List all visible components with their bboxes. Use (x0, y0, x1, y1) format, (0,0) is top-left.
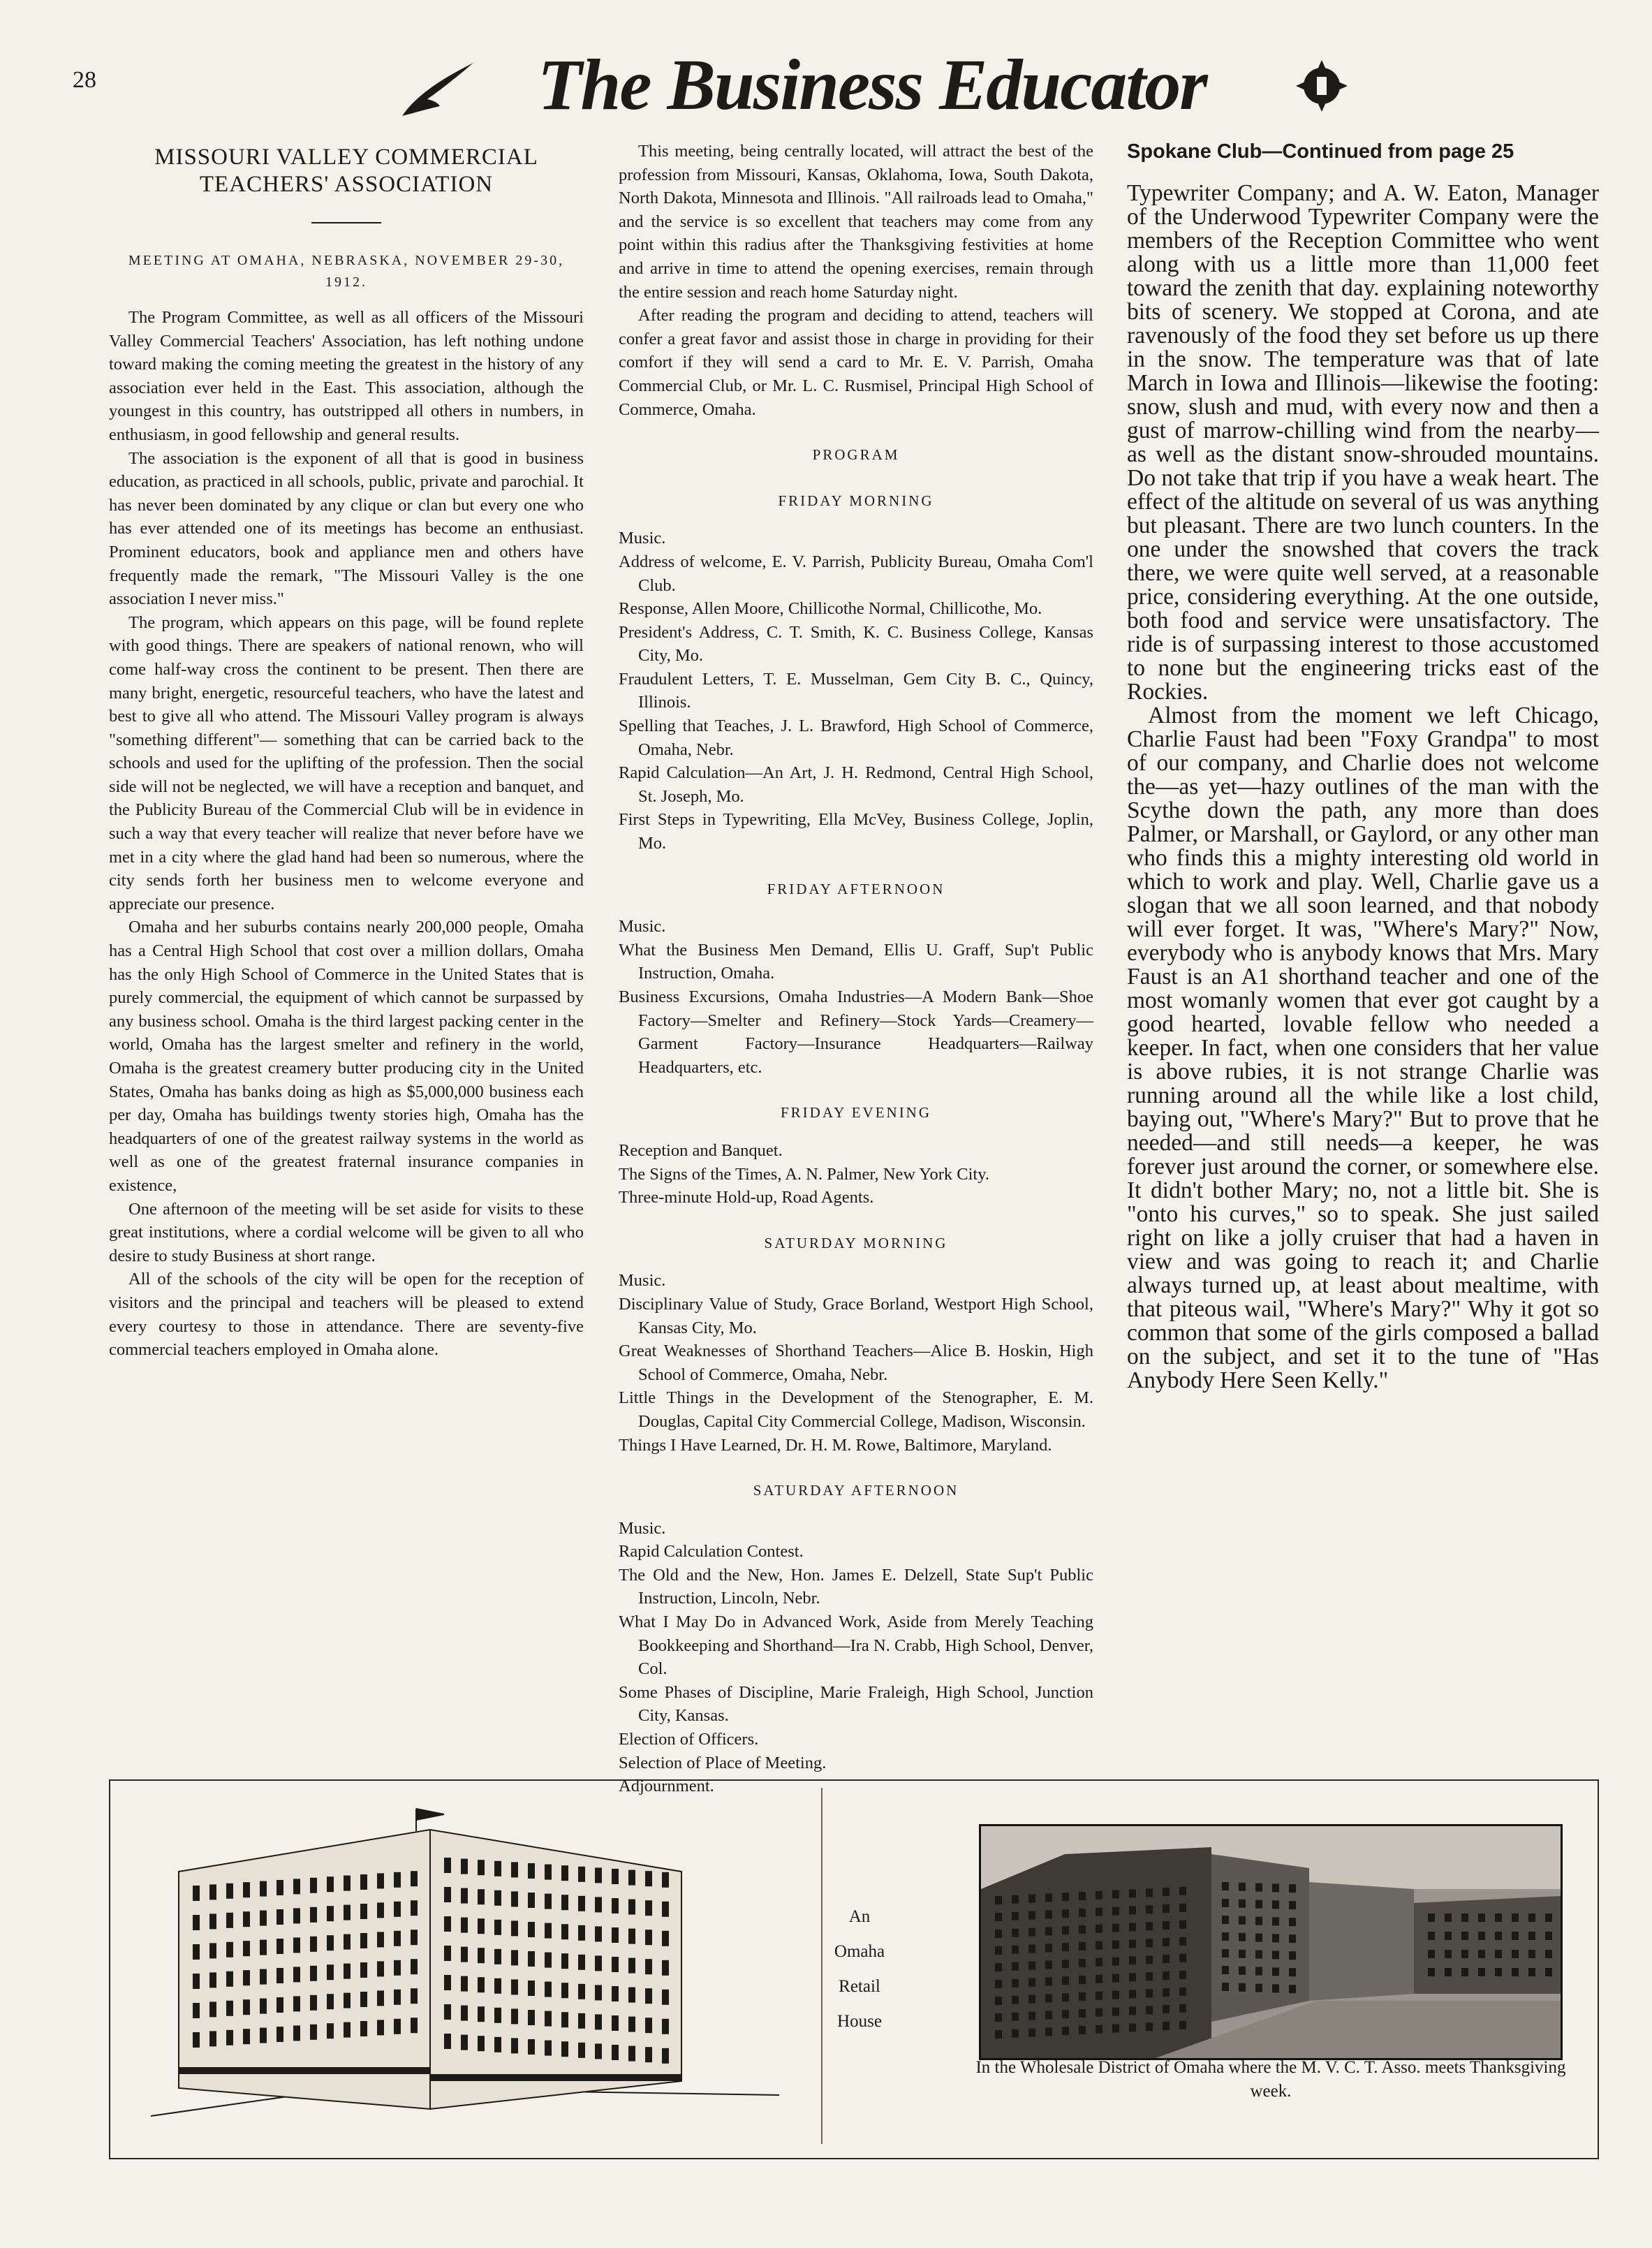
program-item: The Old and the New, Hon. James E. Delzell, State Sup't Public Instruction, Lincoln, Nebr. (619, 1565, 1093, 1608)
emblem-icon (1292, 56, 1352, 116)
program-item: Music. (619, 529, 666, 548)
session-title: SATURDAY MORNING (764, 1234, 948, 1251)
spokane-heading: Spokane Club—Continued from page 25 (1127, 140, 1514, 163)
masthead (391, 43, 1369, 127)
session-title: FRIDAY AFTERNOON (767, 880, 945, 897)
spokane-paragraph: Almost from the moment we left Chicago, Charlie Faust had been "Foxy Grandpa" to most of our company, and Charlie does not welcome the—as yet—hazy outlines of the man with the Scythe down the path, any more than does Palmer, or Marshall, or Gaylord, or any other man who finds this a mighty interesting old world in which to work and play. Well, Charlie gave us a slogan that we all soon learned, and that nobody will ever forget. It was, "Where's Mary?" Now, everybody who is anybody knows that Mrs. Mary Faust is an A1 shorthand teacher and one of the most womanly women that ever got caught by a good hearted, lovable fellow who needed a keeper. In fact, when one considers that her value is above rubies, it is not strange Charlie was running around all the while like a lost child, baying out, "Where's Mary?" But to prove that he needed—and still needs—a keeper, he was forever just around the corner, or somewhere else. It didn't bother Mary; no, not a little bit. She is "onto his curves," so to speak. She just sailed right on like a jolly cruiser that had a haven in view and was going to reach it; and Charlie always turned up, at least about mealtime, with that piteous wail, "Where's Mary?" Why it got so common that some of the girls composed a ballad on the subject, and set it to the tune of "Has Anybody Here Seen Kelly." (1127, 703, 1599, 1393)
article-paragraph: This meeting, being centrally located, will attract the best of the profession from Missouri, Kansas, Oklahoma, Iowa, South Dakota, North Dakota, Minnesota and Illinois. "All railroads lead to Omaha," and the service is so excellent that teachers may come from any point within this radius after the Thanksgiving festivities at home and arrive in time to attend the opening exercises, remain through the entire session and reach home Saturday night. (619, 142, 1093, 302)
program-item: Three-minute Hold-up, Road Agents. (619, 1188, 874, 1207)
program-item: Adjournment. (619, 1777, 714, 1796)
column-1 (109, 140, 584, 1362)
article-paragraph: Omaha and her suburbs contains nearly 200,000 people, Omaha has a Central High School that cost over a million dollars, Omaha has the only High School of Commerce in the United States that is purely commercial, the equipment of which cannot be surpassed by any business school. Omaha is the third largest packing center in the world, Omaha has the largest smelter and refinery in the world, Omaha is the greatest creamery butter producing city in the United States, Omaha has banks doing as high as $5,000,000 business each per day, Omaha has buildings twenty stories high, Omaha has the headquarters of one of the greatest railway systems in the world as well as one of the greatest fraternal insurance companies in existence, (109, 918, 584, 1195)
article-dateline: MEETING AT OMAHA, NEBRASKA, NOVEMBER 29-30, 1912. (128, 253, 565, 290)
program-item: Music. (619, 1518, 666, 1538)
program-item: Some Phases of Discipline, Marie Fraleigh, High School, Junction City, Kansas. (619, 1682, 1093, 1726)
session-title: FRIDAY MORNING (778, 492, 934, 509)
program-item: Spelling that Teaches, J. L. Brawford, High School of Commerce, Omaha, Nebr. (619, 717, 1093, 759)
wholesale-district-photo (979, 1824, 1563, 2060)
program-item: Great Weaknesses of Shorthand Teachers—Alice B. Hoskin, High School of Commerce, Omaha, Nebr. (619, 1342, 1093, 1384)
program-item: Music. (619, 917, 666, 936)
program-item: Selection of Place of Meeting. (619, 1753, 827, 1772)
session-title: FRIDAY EVENING (780, 1104, 932, 1122)
program-item: Things I Have Learned, Dr. H. M. Rowe, Baltimore, Maryland. (619, 1435, 1052, 1455)
article-paragraph: The program, which appears on this page, will be found replete with good things. There are speakers of national renown, who will come half-way cross the continent to be present. Then there are many bright, energetic, resourceful teachers, who have the latest and best to give all who attend. The Missouri Valley program is always "something different"— something that can be carried back to the schools and used for the uplifting of the profession. Then the social side will not be neglected, we will have a reception and banquet, and the Publicity Bureau of the Commercial Club will be in evidence in such a way that every teacher will realize that never before have we met in a city where the glad hand had been so numerous, where the city sends forth her business men to welcome everyone and appreciate our presence. (109, 612, 584, 913)
program-item: Rapid Calculation—An Art, J. H. Redmond, Central High School, St. Joseph, Mo. (619, 763, 1093, 806)
article-paragraph: The Program Committee, as well as all officers of the Missouri Valley Commercial Teachers' Association, has left nothing undone toward making the coming meeting the greatest in the history of any association ever held in the East. This association, although the youngest in this country, has outstripped all others in numbers, in enthusiasm, in good fellowship and general results. (109, 308, 584, 444)
program-item: President's Address, C. T. Smith, K. C. Business College, Kansas City, Mo. (619, 622, 1093, 666)
caption-line: Retail (839, 1977, 880, 1996)
quill-icon (399, 57, 476, 120)
program-item: First Steps in Typewriting, Ella McVey, Business College, Joplin, Mo. (619, 810, 1093, 853)
column-3 (1127, 140, 1599, 1393)
article-paragraph: One afternoon of the meeting will be set aside for visits to these great institutions, where a cordial welcome will be given to all who desire to study Business at short range. (109, 1199, 584, 1265)
article-paragraph: After reading the program and deciding to attend, teachers will confer a great favor and assist those in charge in providing for their comfort if they will send a card to Mr. E. V. Parrish, Omaha Commercial Club, or Mr. L. C. Rusmisel, Principal High School of Commerce, Omaha. (619, 306, 1093, 419)
program-item: What the Business Men Demand, Ellis U. Graff, Sup't Public Instruction, Omaha. (619, 940, 1093, 983)
program-item: Business Excursions, Omaha Industries—A Modern Bank—Shoe Factory—Smelter and Refinery—Stock Yards—Creamery—Garment Factory—Insurance Headquarters—Railway Headquarters, etc. (619, 987, 1093, 1077)
caption-line: House (837, 2012, 882, 2031)
left-figure-caption (821, 1900, 898, 2039)
program-item: Response, Allen Moore, Chillicothe Normal, Chillicothe, Mo. (619, 599, 1042, 619)
page-number: 28 (73, 67, 96, 93)
right-figure-caption: In the Wholesale District of Omaha where the M. V. C. T. Asso. meets Thanksgiving week. (975, 2058, 1566, 2101)
retail-house-engraving (137, 1788, 800, 2137)
program-item: Fraudulent Letters, T. E. Musselman, Gem City B. C., Quincy, Illinois. (619, 669, 1093, 712)
article-paragraph: All of the schools of the city will be open for the reception of visitors and the principal and teachers will be pleased to extend every courtesy to those in attendance. There are seventy-five commercial teachers employed in Omaha alone. (109, 1270, 584, 1360)
article-paragraph: The association is the exponent of all that is good in business education, as practiced in all schools, public, private and parochial. It has never been dominated by any clique or clan but every one who has ever attended one of its meetings has become an enthusiast. Prominent educators, book and appliance men and others have frequently made the remark, "The Missouri Valley is the one association I never miss." (109, 448, 584, 609)
spokane-paragraph: Typewriter Company; and A. W. Eaton, Manager of the Underwood Typewriter Company were the members of the Reception Committee who went along with us a little more than 11,000 feet toward the zenith that day. explaining noteworthy bits of scenery. We stopped at Corona, and ate ravenously of the food they set before us up there in the snow. The temperature was that of late March in Iowa and Illinois—likewise the footing: snow, slush and mud, with every now and then a gust of marrow-chilling wind from the nearby—as well as the distant snow-shrouded mountains. Do not take that trip if you have a weak heart. The effect of the altitude on several of us was anything but pleasant. There are two lunch counters. In the one under the snowshed that covers the track there, we were quite well served, at a reasonable price, considering everything. At the one outside, both food and service were unsatisfactory. The ride is of surpassing interest to those accustomed to none but the engineering tricks east of the Rockies. (1127, 180, 1599, 705)
session-title: SATURDAY AFTERNOON (753, 1482, 959, 1499)
caption-line: An (848, 1907, 871, 1926)
program-item: Music. (619, 1271, 666, 1291)
program-item: Reception and Banquet. (619, 1140, 783, 1160)
program-item: Address of welcome, E. V. Parrish, Publicity Bureau, Omaha Com'l Club. (619, 552, 1093, 595)
program-item: Rapid Calculation Contest. (619, 1542, 804, 1562)
program-item: Little Things in the Development of the Stenographer, E. M. Douglas, Capital City Commercial College, Madison, Wisconsin. (619, 1388, 1093, 1431)
program-heading: PROGRAM (812, 446, 900, 464)
program-item: Election of Officers. (619, 1730, 759, 1749)
program-item: Disciplinary Value of Study, Grace Borland, Westport High School, Kansas City, Mo. (619, 1294, 1093, 1337)
program-item: What I May Do in Advanced Work, Aside from Merely Teaching Bookkeeping and Shorthand—Ira N. Crabb, High School, Denver, Col. (619, 1612, 1093, 1679)
title-rule (311, 222, 381, 223)
article-title: MISSOURI VALLEY COMMERCIAL TEACHERS' ASSOCIATION (154, 145, 538, 197)
caption-line: Omaha (834, 1942, 885, 1961)
masthead-title: The Business Educator (538, 45, 1207, 125)
program-item: The Signs of the Times, A. N. Palmer, New York City. (619, 1164, 990, 1184)
column-2 (619, 140, 1093, 1798)
